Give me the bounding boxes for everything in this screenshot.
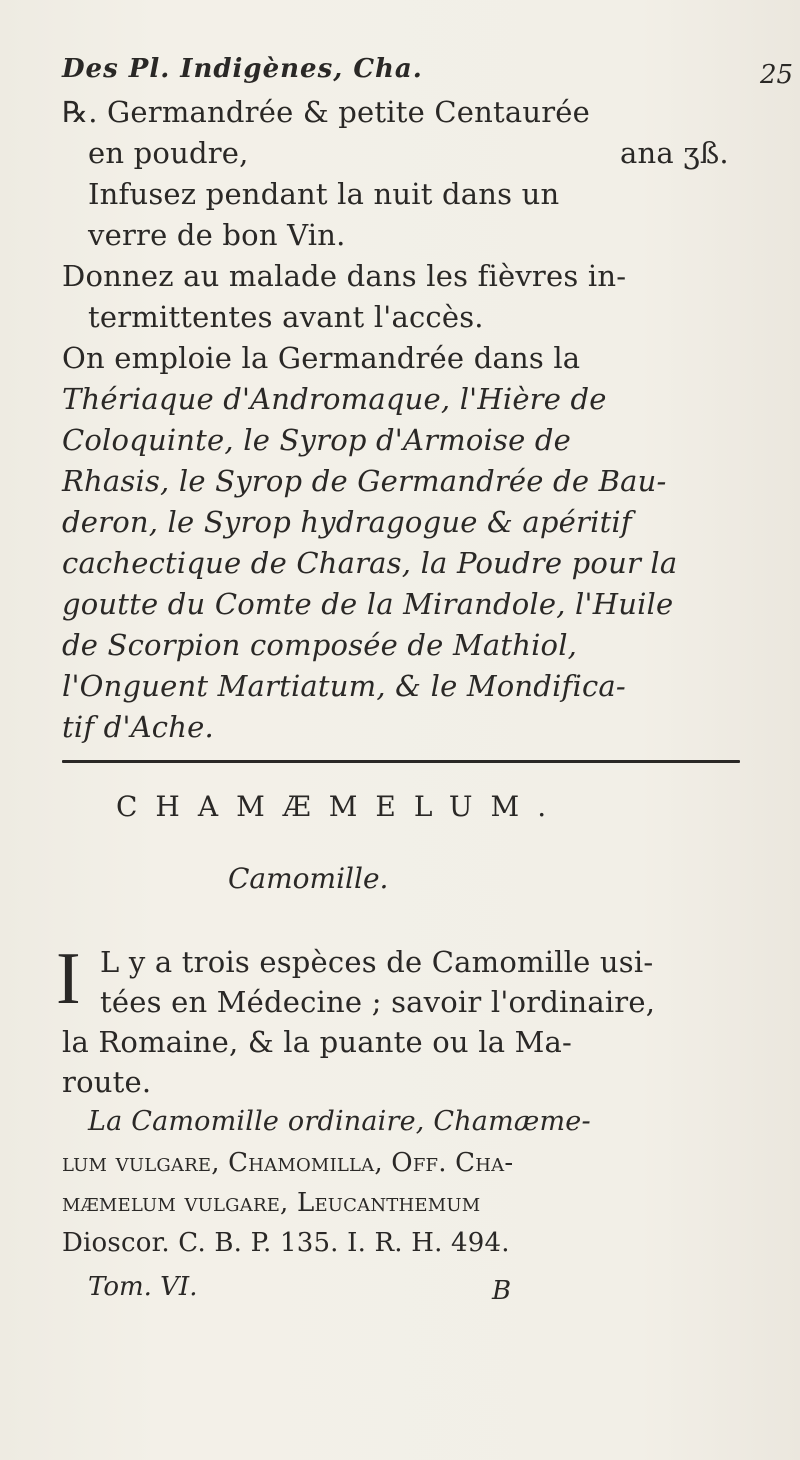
- section-title: CHAMÆMELUM.: [116, 790, 565, 823]
- text-line: La Camomille ordinaire, Chamæme-: [88, 1106, 591, 1137]
- text-line: ana ʒß.: [620, 136, 729, 170]
- running-title: Des Pl. Indigènes, Cha.: [62, 54, 423, 84]
- page-number: 25: [760, 60, 794, 90]
- text-line: l'Onguent Martiatum, & le Mondifica-: [62, 669, 626, 703]
- text-line: verre de bon Vin.: [88, 218, 346, 252]
- text-line: goutte du Comte de la Mirandole, l'Huile: [62, 587, 674, 621]
- text-line: lum vulgare, Chamomilla, Off. Cha-: [62, 1148, 514, 1178]
- section-divider: [62, 760, 740, 763]
- text-line: de Scorpion composée de Mathiol,: [62, 628, 578, 662]
- text-line: tif d'Ache.: [62, 710, 214, 744]
- text-line: mæmelum vulgare, Leucanthemum: [62, 1188, 481, 1218]
- text-line: Infusez pendant la nuit dans un: [88, 177, 560, 211]
- text-line: Dioscor. C. B. P. 135. I. R. H. 494.: [62, 1228, 510, 1258]
- text-line: ℞. Germandrée & petite Centaurée: [62, 95, 591, 129]
- text-line: Thériaque d'Andromaque, l'Hière de: [62, 382, 607, 416]
- text-line: Rhasis, le Syrop de Germandrée de Bau-: [62, 464, 667, 498]
- text-line: la Romaine, & la puante ou la Ma-: [62, 1025, 572, 1059]
- text-line: deron, le Syrop hydragogue & apéritif: [62, 505, 632, 539]
- text-line: Donnez au malade dans les fièvres in-: [62, 259, 627, 293]
- drop-cap: I: [56, 938, 81, 1020]
- tome-indicator: Tom. VI.: [88, 1272, 198, 1302]
- text-line: en poudre,: [88, 136, 249, 170]
- text-line: Coloquinte, le Syrop d'Armoise de: [62, 423, 572, 457]
- section-subtitle: Camomille.: [228, 862, 389, 895]
- text-line: On emploie la Germandrée dans la: [62, 341, 581, 375]
- signature-mark: B: [492, 1276, 512, 1306]
- text-line: route.: [62, 1065, 152, 1099]
- text-line: cachectique de Charas, la Poudre pour la: [62, 546, 678, 580]
- text-line: tées en Médecine ; savoir l'ordinaire,: [100, 985, 656, 1019]
- text-line: L y a trois espèces de Camomille usi-: [100, 945, 654, 979]
- text-line: termittentes avant l'accès.: [88, 300, 484, 334]
